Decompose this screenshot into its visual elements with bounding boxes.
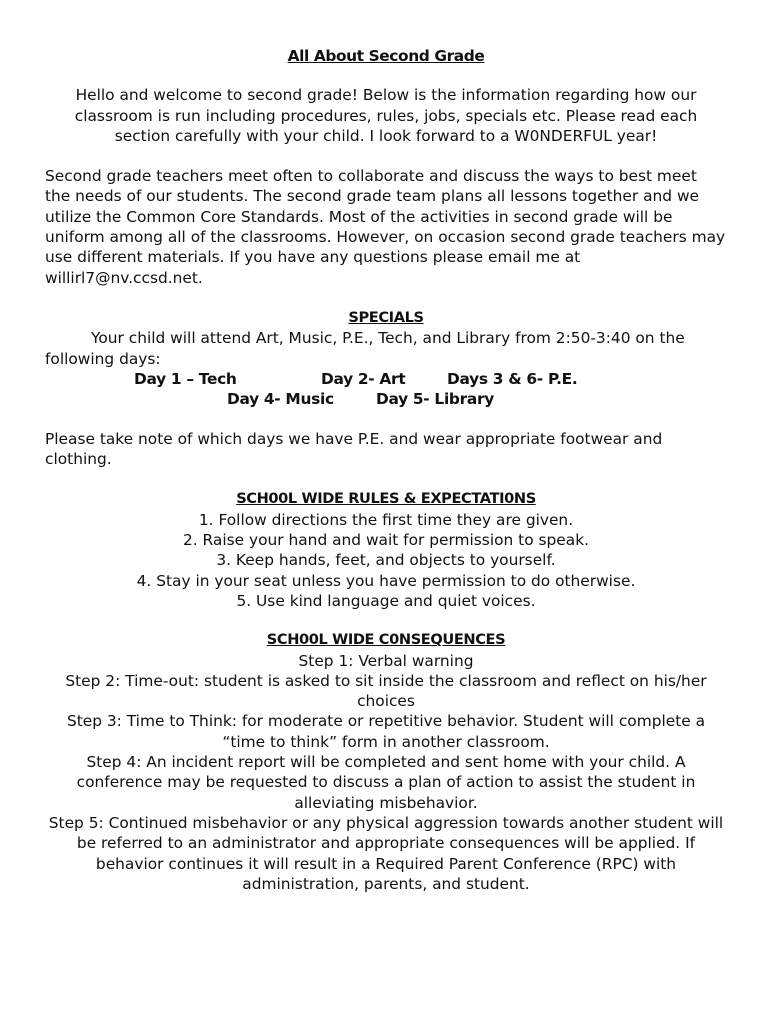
list-item: 5. Use kind language and quiet voices. — [236, 591, 536, 610]
specials-day-2: Day 2- Art — [321, 369, 406, 388]
consequence-step: Step 4: An incident report will be completed and sent home with your child. A conference may be requested to discuss a plan of action to assist the student in alleviating misbehavior. — [76, 753, 696, 812]
rules-list — [45, 510, 727, 611]
specials-day-5: Day 5- Library — [376, 389, 495, 408]
list-item: 2. Raise your hand and wait for permission to speak. — [182, 531, 590, 550]
specials-days-row-2 — [45, 389, 727, 409]
specials-intro: Your child will attend Art, Music, P.E., Tech, and Library from 2:50-3:40 on the following days: — [45, 329, 685, 368]
consequence-step: Step 5: Continued misbehavior or any physical aggression towards another student will be referred to an administrator and appropriate consequences will be applied. If behavior continues it will result in a Required Parent Conference (RPC) with administration, parents, and student. — [48, 813, 724, 893]
document-title: All About Second Grade — [287, 47, 485, 65]
specials-day-4: Day 4- Music — [227, 389, 334, 408]
list-item: 3. Keep hands, feet, and objects to yourself. — [216, 551, 556, 570]
specials-day-1: Day 1 – Tech — [134, 369, 237, 388]
specials-day-3-6: Days 3 & 6- P.E. — [447, 369, 578, 388]
collaboration-paragraph: Second grade teachers meet often to collaborate and discuss the ways to best meet the needs of our students. The second grade team plans all lessons together and we utilize the Common Core Standards. Most of the activities in second grade will be uniform among all of the classrooms. However, on occasion second grade teachers may use different materials. If you have any questions please email me at willirl7@nv.ccsd.net. — [45, 167, 726, 287]
consequences-heading: SCH00L WIDE C0NSEQUENCES — [266, 631, 506, 649]
consequence-step: Step 1: Verbal warning — [298, 651, 474, 670]
list-item: 4. Stay in your seat unless you have permission to do otherwise. — [136, 571, 636, 590]
specials-note: Please take note of which days we have P.E. and wear appropriate footwear and clothing. — [45, 429, 663, 469]
rules-heading: SCH00L WIDE RULES & EXPECTATI0NS — [236, 490, 536, 508]
document-page — [45, 46, 727, 894]
specials-heading: SPECIALS — [348, 308, 424, 326]
consequence-step: Step 2: Time-out: student is asked to sit inside the classroom and reflect on his/her choices — [65, 671, 707, 711]
list-item: 1. Follow directions the first time they are given. — [198, 510, 574, 529]
intro-paragraph: Hello and welcome to second grade! Below is the information regarding how our classroom is run including procedures, rules, jobs, specials etc. Please read each section carefully with your child. I look forward to a W0NDERFUL year! — [74, 86, 698, 145]
consequences-list — [45, 651, 727, 895]
specials-days-row-1 — [45, 369, 727, 389]
consequence-step: Step 3: Time to Think: for moderate or repetitive behavior. Student will complete a “time to think” form in another classroom. — [66, 712, 706, 751]
